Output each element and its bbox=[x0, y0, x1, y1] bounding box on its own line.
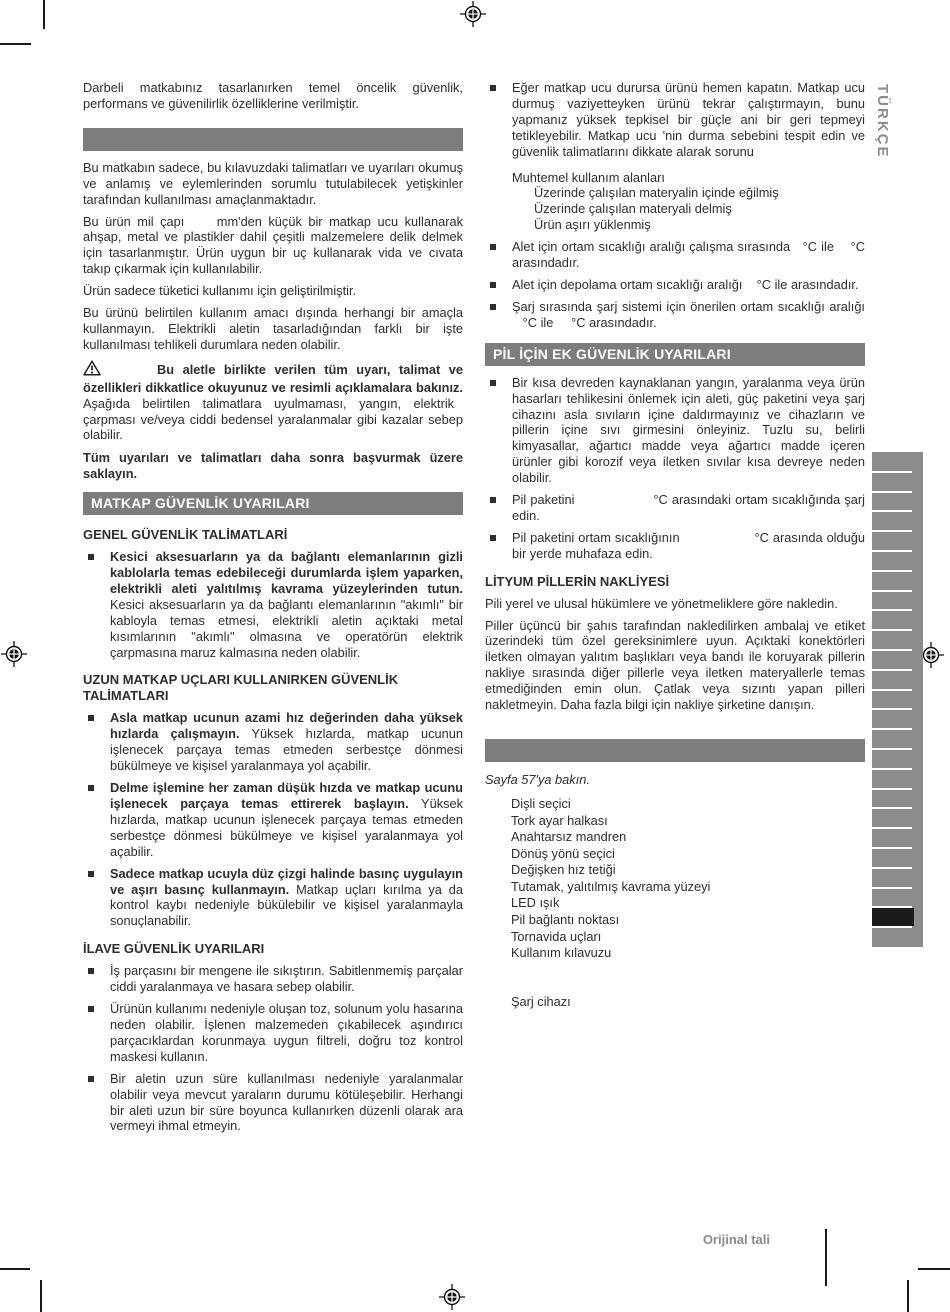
charger-item: Şarj cihazı bbox=[511, 993, 571, 1009]
square-bullet-icon bbox=[88, 785, 94, 791]
square-bullet-icon bbox=[88, 1076, 94, 1082]
paragraph: Pili yerel ve ulusal hükümlere ve yönetmeliklere göre nakledin. bbox=[485, 595, 838, 611]
thumb-index-segment bbox=[872, 729, 923, 749]
square-bullet-icon bbox=[490, 85, 496, 91]
bullet-text: Matkap uçları kırılma ya da kontrol kaybı nedeniyle bükülebilir ve kişisel yaralanmayla sonuçlanabilir. bbox=[110, 881, 463, 929]
thumb-index-segment bbox=[872, 808, 923, 828]
thumb-index-segment bbox=[872, 551, 923, 571]
registration-target-icon-bottom bbox=[439, 1284, 465, 1310]
thumb-index-segment bbox=[872, 888, 923, 908]
footer-rule bbox=[825, 1229, 827, 1286]
thumb-index-segment bbox=[872, 571, 923, 591]
square-bullet-icon bbox=[490, 304, 496, 310]
bullet-text: Alet için ortam sıcaklığı aralığı çalışma sırasında °C ile °C arasındadır. bbox=[512, 239, 865, 271]
bullet-text: İş parçasını bir mengene ile sıkıştırın. Sabitlenmemiş parçalar ciddi yaralanmaya ve hasara sebep olabilir. bbox=[110, 963, 463, 995]
bullet-item bbox=[83, 1071, 463, 1135]
thumb-index-segment bbox=[872, 492, 923, 512]
square-bullet-icon bbox=[490, 282, 496, 288]
bullet-item bbox=[485, 492, 865, 524]
bullet-item bbox=[485, 277, 865, 293]
section-bar-empty-left bbox=[83, 128, 463, 151]
bullet-item bbox=[485, 80, 865, 160]
thumb-index-segment bbox=[872, 630, 923, 650]
usage-areas-title: Muhtemel kullanım alanları bbox=[512, 169, 665, 185]
parts-list-item: Tork ayar halkası bbox=[511, 812, 608, 828]
bullet-item bbox=[83, 549, 463, 660]
thumb-index-segment bbox=[872, 531, 923, 551]
crop-mark-bottom-right-vertical bbox=[907, 1280, 909, 1312]
registration-target-icon-left bbox=[1, 641, 27, 667]
paragraph: Piller üçüncü bir şahıs tarafından nakledilirken ambalaj ve etiket üzerindeki tüm özel gereksinimlere uyun. Açıktaki konektörleri iletken olmayan yalıtım başlıkları veya bandı ile koruyarak pillerin nakliye sırasında diğer pillerle veya iletken materyallerle temas etmediğinden emin olun. Çatlak veya sızıntı yapan pilleri nakletmeyin. Daha fazla bilgi için nakliye şirketine danışın. bbox=[485, 617, 865, 713]
bullet-text-bold: Delme işlemine her zaman düşük hızda ve matkap ucunu işlenecek parçaya temas ettirerek başlayın. bbox=[110, 780, 463, 811]
bullet-item bbox=[485, 375, 865, 486]
square-bullet-icon bbox=[88, 871, 94, 877]
bullet-text: Eğer matkap ucu durursa ürünü hemen kapatın. Matkap ucu durmuş vaziyetteyken ürünü tekrar çalıştırmayın, bunu yapmanız yüksek tepkisel bir güçle ani bir geri tepmeyi tetikleyebilir. Matkap ucu 'nin durma sebebini tespit edin ve güvenlik talimatlarını dikkate alarak sorunu bbox=[512, 80, 865, 159]
subheading-lithium-transport: LİTYUM PİLLERİN NAKLİYESİ bbox=[485, 573, 670, 589]
thumb-index-segment bbox=[872, 610, 923, 630]
square-bullet-icon bbox=[88, 968, 94, 974]
crop-mark-bottom-left-vertical bbox=[40, 1280, 42, 1312]
square-bullet-icon bbox=[88, 554, 94, 560]
warning-text-bold: Bu aletle birlikte verilen tüm uyarı, talimat ve özellikleri dikkatlice okuyunuz ve resimli açıklamalara bakınız. bbox=[83, 361, 463, 395]
subheading-general-safety: GENEL GÜVENLİK TALİMATLARİ bbox=[83, 527, 288, 543]
parts-list-item: Değişken hız tetiği bbox=[511, 862, 616, 878]
section-bar-drill-safety: MATKAP GÜVENLİK UYARILARI bbox=[83, 492, 463, 515]
crop-mark-top-left-horizontal bbox=[0, 43, 31, 45]
parts-list-item: Tutamak, yalıtılmış kavrama yüzeyi bbox=[511, 878, 711, 894]
left-column bbox=[83, 80, 463, 1134]
bullet-item bbox=[83, 780, 463, 860]
thumb-index-segment bbox=[872, 472, 923, 492]
warning-paragraph bbox=[83, 360, 463, 444]
bullet-text: Yüksek hızlarda, matkap ucunun işlenecek parçaya temas etmeden serbestçe dönmesi bükülmeye ve kişisel yaralanmaya yol açabilir. bbox=[110, 796, 464, 859]
parts-list-item: Dönüş yönü seçici bbox=[511, 845, 615, 861]
bullet-text: Ürünün kullanımı nedeniyle oluşan toz, solunum yolu hasarına neden olabilir. İşlenen malzemeden çıkabilecek aşındırıcı parçacıklardan korunmaya uygun filtreli, doğru toz kontrol maskesi kullanın. bbox=[110, 1001, 463, 1064]
see-page-note: Sayfa 57'ya bakın. bbox=[485, 772, 590, 787]
thumb-index-segment bbox=[872, 828, 923, 848]
registration-target-icon-top bbox=[460, 1, 486, 27]
save-instructions-note: Tüm uyarıları ve talimatları daha sonra başvurmak üzere saklayın. bbox=[83, 450, 463, 482]
thumb-index-segment bbox=[872, 511, 923, 531]
bullet-item bbox=[83, 1001, 463, 1065]
usage-area-item: Ürün aşırı yüklenmiş bbox=[534, 217, 651, 233]
thumb-index-segment bbox=[872, 690, 923, 710]
section-bar-empty-right bbox=[485, 739, 865, 762]
bullet-text: Yüksek hızlarda, matkap ucunun işlenecek parçaya temas etmeden serbestçe dönmesi bükülmeye ve kişisel yaralanmaya yol açabilir. bbox=[110, 726, 463, 774]
language-label: TÜRKÇE bbox=[874, 84, 891, 159]
bullet-item bbox=[83, 963, 463, 995]
usage-area-item: Üzerinde çalışılan materyali delmiş bbox=[534, 201, 732, 217]
paragraph: Ürün sadece tüketici kullanımı için geliştirilmiştir. bbox=[83, 283, 357, 299]
thumb-index-segment bbox=[872, 670, 923, 690]
footer-text: Orijinal tali bbox=[702, 1232, 770, 1247]
bullet-text: Şarj sırasında şarj sistemi için önerilen ortam sıcaklığı aralığı °C ile °C arasındadır. bbox=[512, 298, 865, 330]
thumb-index-segment bbox=[872, 927, 923, 947]
bullet-text: Alet için depolama ortam sıcaklığı aralığı °C ile arasındadır. bbox=[512, 276, 859, 292]
bullet-item bbox=[485, 239, 865, 271]
bullet-item bbox=[485, 530, 865, 562]
bullet-item bbox=[83, 866, 463, 930]
bullet-text-bold: Kesici aksesuarların ya da bağlantı elemanlarının gizli kablolarla temas edebileceği durumlarda işlem yaparken, elektrikli aleti yalıtılmış kavrama yüzeylerinden tutun. bbox=[110, 549, 463, 596]
thumb-index-segment bbox=[872, 789, 923, 809]
parts-list-item: Pil bağlantı noktası bbox=[511, 912, 620, 928]
bullet-text-bold: Asla matkap ucunun azami hız değerinden daha yüksek hızlarda çalışmayın. bbox=[110, 710, 463, 742]
thumb-index-segment bbox=[872, 868, 923, 888]
warning-text-rest: Aşağıda belirtilen talimatlara uyulmaması, yangın, elektrik çarpması ve/veya ciddi bedensel yaralanmalar gibi kazalar sebep olabilir. bbox=[83, 395, 463, 443]
thumb-index-segment bbox=[872, 848, 923, 868]
square-bullet-icon bbox=[490, 535, 496, 541]
thumb-index-segment bbox=[872, 650, 923, 670]
thumb-index-segment bbox=[872, 452, 923, 472]
bullet-text: Pil paketini ortam sıcaklığının °C arasında olduğu bir yerde muhafaza edin. bbox=[512, 529, 865, 561]
parts-list-item: Dişli seçici bbox=[511, 795, 571, 811]
bullet-item bbox=[83, 710, 463, 774]
right-column bbox=[485, 80, 865, 1010]
bullet-text: Bir kısa devreden kaynaklanan yangın, yaralanma veya ürün hasarları tehlikesini önlemek için aleti, güç paketini veya şarj cihazını asla sıvıların içine daldırmayınız ve cihazların ve pillerin içine sıvı girmesini önleyiniz. Tuzlu su, belirli kimyasallar, ağartıcı madde veya ağartıcı madde içeren ürünler gibi korozif veya iletken sıvılar kısa devreye neden olabilir. bbox=[512, 374, 865, 486]
square-bullet-icon bbox=[490, 497, 496, 503]
usage-area-item: Üzerinde çalışılan materyalin içinde eğilmiş bbox=[534, 185, 779, 201]
square-bullet-icon bbox=[88, 715, 94, 721]
crop-mark-bottom-left-horizontal bbox=[0, 1268, 30, 1270]
bullet-text-bold: Sadece matkap ucuyla düz çizgi halinde basınç uygulayın ve aşırı basınç kullanmayın. bbox=[110, 865, 463, 897]
parts-list-item: LED ışık bbox=[511, 895, 560, 911]
thumb-index-segment bbox=[872, 769, 923, 789]
paragraph: Bu ürün mil çapı mm'den küçük bir matkap ucu kullanarak ahşap, metal ve plastikler dahil çeşitli malzemelere delik delmek için tasarlanmıştır. Ürün uygun bir uç kullanarak vida ve cıvata takıp çıkarmak için kullanılabilir. bbox=[83, 213, 463, 277]
square-bullet-icon bbox=[490, 244, 496, 250]
parts-list-item: Anahtarsız mandren bbox=[511, 829, 627, 845]
language-thumb-index bbox=[872, 452, 923, 947]
subheading-long-bits: UZUN MATKAP UÇLARI KULLANIRKEN GÜVENLİK TALİMATLARI bbox=[83, 672, 399, 704]
parts-list bbox=[485, 796, 865, 962]
paragraph: Bu ürünü belirtilen kullanım amacı dışında herhangi bir amaçla kullanmayın. Elektrikli aletin tasarladığından farklı bir işte kullanılması tehlikeli durumlara neden olabilir. bbox=[83, 305, 463, 352]
thumb-index-segment bbox=[872, 709, 923, 729]
parts-list-item: Kullanım kılavuzu bbox=[511, 945, 612, 961]
section-bar-battery-safety: PİL İÇİN EK GÜVENLİK UYARILARI bbox=[485, 343, 865, 366]
square-bullet-icon bbox=[88, 1006, 94, 1012]
bullet-item bbox=[485, 299, 865, 331]
bullet-text: Bir aletin uzun süre kullanılması nedeniyle yaralanmalar olabilir veya mevcut yaraların durumu kötüleşebilir. Herhangi bir aleti uzun bir süre boyunca kullanırken düzenli olarak ara vermeyi ihmal etmeyin. bbox=[110, 1070, 463, 1134]
square-bullet-icon bbox=[490, 380, 496, 386]
subheading-additional-safety: İLAVE GÜVENLİK UYARILARI bbox=[83, 941, 265, 957]
intro-paragraph: Darbeli matkabınız tasarlanırken temel öncelik güvenlik, performans ve güvenilirlik özelliklerine verilmiştir. bbox=[83, 80, 463, 111]
warning-triangle-icon bbox=[83, 360, 157, 380]
thumb-index-segment-active bbox=[872, 907, 923, 927]
bullet-text: Kesici aksesuarların ya da bağlantı elemanlarının "akımlı" bir kabloyla temas etmesi, elektrikli aletin açıktaki metal kısımlarının "akımlı" olmasına ve operatörün elektrik çarpmasına maruz kalmasına neden olabilir. bbox=[110, 596, 463, 660]
thumb-index-segment bbox=[872, 749, 923, 769]
bullet-text: Pil paketini °C arasındaki ortam sıcaklığında şarj edin. bbox=[512, 492, 865, 523]
thumb-index-segment bbox=[872, 591, 923, 611]
parts-list-item: Tornavida uçları bbox=[511, 928, 602, 944]
crop-mark-bottom-right-horizontal bbox=[918, 1268, 950, 1270]
paragraph: Bu matkabın sadece, bu kılavuzdaki talimatları ve uyarıları okumuş ve anlamış ve eylemlerinden sorumlu tutulabilecek yetişkinler tarafından kullanılması amaçlanmaktadır. bbox=[83, 159, 463, 207]
crop-mark-top-left-vertical bbox=[43, 0, 45, 29]
